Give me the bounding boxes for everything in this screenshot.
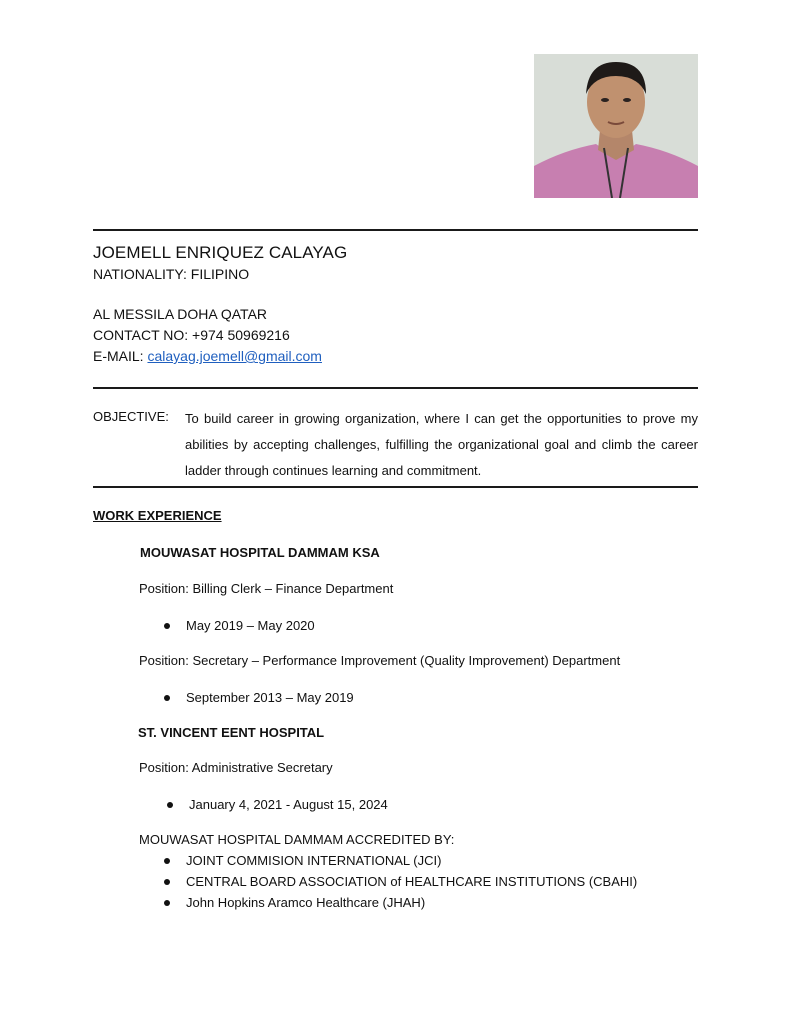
date-range-item (167, 797, 388, 812)
bullet-icon (164, 695, 170, 701)
position-title: Position: Billing Clerk – Finance Department (139, 581, 394, 596)
accreditation-text: John Hopkins Aramco Healthcare (JHAH) (186, 895, 426, 910)
bullet-icon (167, 802, 173, 808)
header-divider-top (93, 229, 698, 231)
date-range-item (164, 690, 354, 705)
address: AL MESSILA DOHA QATAR (93, 306, 268, 322)
bullet-icon (164, 900, 170, 906)
bullet-icon (164, 879, 170, 885)
nationality: NATIONALITY: FILIPINO (93, 266, 250, 282)
objective-label: OBJECTIVE: (93, 409, 169, 424)
employer-name: ST. VINCENT EENT HOSPITAL (138, 725, 325, 740)
date-range: May 2019 – May 2020 (186, 618, 315, 633)
work-experience-title: WORK EXPERIENCE (93, 508, 222, 523)
employer-name: MOUWASAT HOSPITAL DAMMAM KSA (140, 545, 380, 560)
date-range: January 4, 2021 - August 15, 2024 (189, 797, 388, 812)
accreditation-item (164, 895, 425, 910)
bullet-icon (164, 858, 170, 864)
accreditation-heading: MOUWASAT HOSPITAL DAMMAM ACCREDITED BY: (139, 832, 455, 847)
accreditation-item (164, 874, 637, 889)
email-line (93, 348, 322, 364)
date-range-item (164, 618, 315, 633)
objective-divider (93, 486, 698, 488)
accreditation-text: CENTRAL BOARD ASSOCIATION of HEALTHCARE INSTITUTIONS (CBAHI) (186, 874, 638, 889)
position-title: Position: Secretary – Performance Improvement (Quality Improvement) Department (139, 653, 621, 668)
email-link[interactable]: calayag.joemell@gmail.com (147, 348, 322, 364)
profile-photo (534, 54, 698, 198)
date-range: September 2013 – May 2019 (186, 690, 354, 705)
accreditation-item (164, 853, 441, 868)
contact-number: CONTACT NO: +974 50969216 (93, 327, 290, 343)
email-label: E-MAIL: (93, 348, 148, 364)
accreditation-text: JOINT COMMISION INTERNATIONAL (JCI) (186, 853, 442, 868)
objective-text: To build career in growing organization, where I can get the opportunities to prove my abilities by accepting challenges, fulfilling the organizational goal and climb the career ladder through continues learning and commitment. (185, 411, 698, 478)
bullet-icon (164, 623, 170, 629)
position-title: Position: Administrative Secretary (139, 760, 333, 775)
candidate-name: JOEMELL ENRIQUEZ CALAYAG (93, 243, 348, 262)
header-divider-bottom (93, 387, 698, 389)
